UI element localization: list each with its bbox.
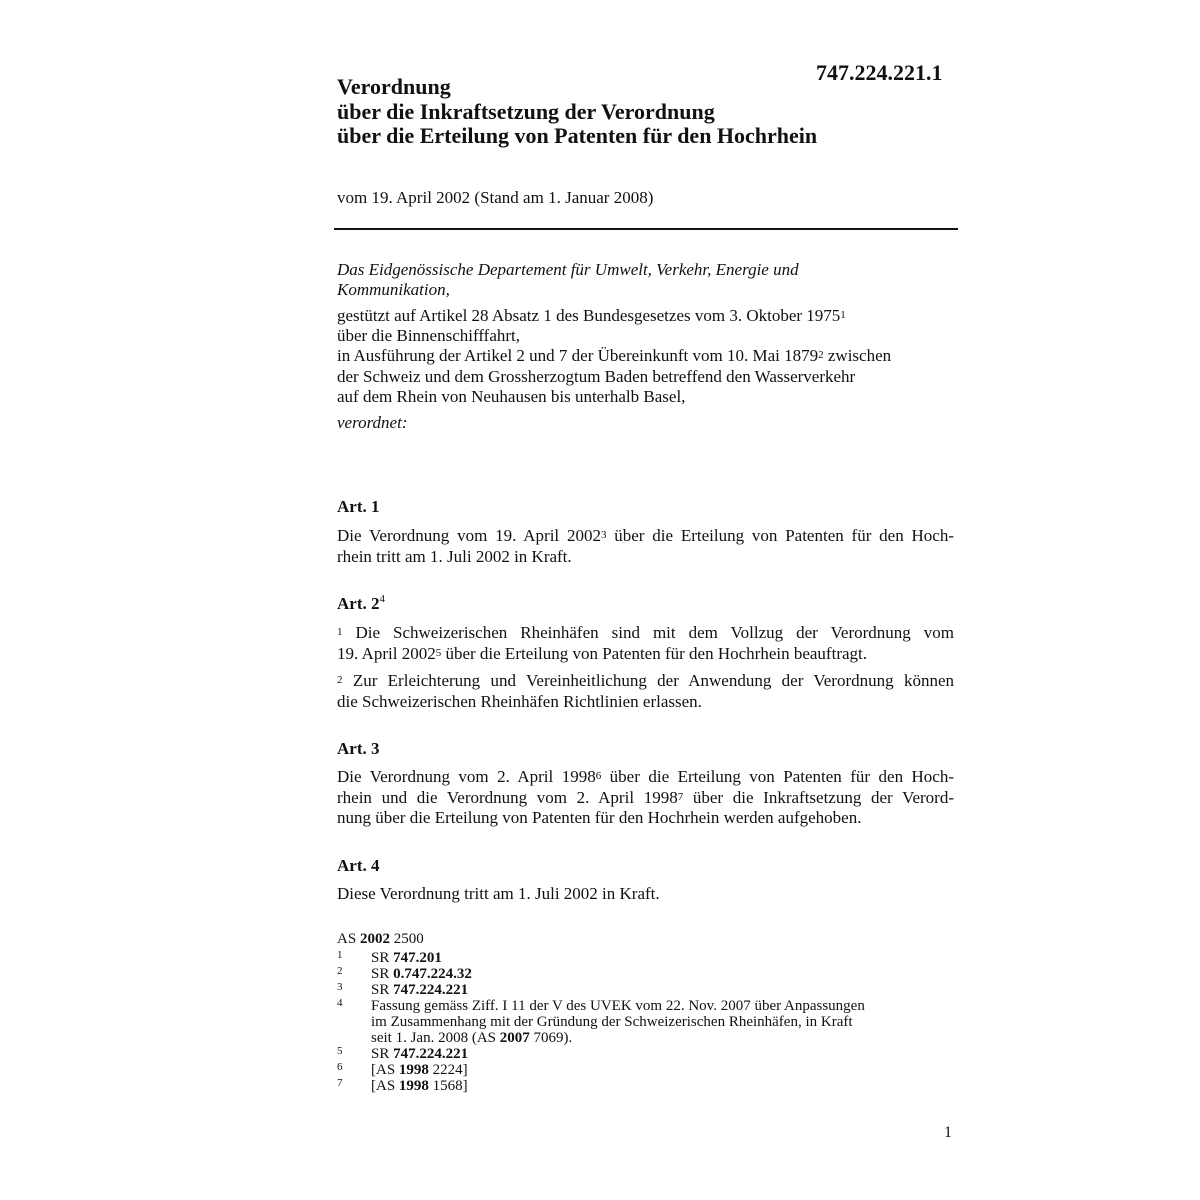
article-3-heading: Art. 3 bbox=[337, 739, 380, 758]
footnote-line-2: im Zusammenhang mit der Gründung der Schweizerischen Rheinhäfen, in Kraft bbox=[371, 1014, 853, 1030]
legal-basis-2-line-3: auf dem Rhein von Neuhausen bis unterhalb Basel, bbox=[337, 387, 686, 406]
article-1-line-1 bbox=[337, 526, 954, 547]
footnote-line-3 bbox=[371, 1031, 572, 1047]
footnote-pre: SR bbox=[371, 1046, 394, 1062]
footnote-number: 6 bbox=[337, 1061, 343, 1073]
footnote-year: 1998 bbox=[398, 1078, 429, 1094]
article-1-heading: Art. 1 bbox=[337, 497, 380, 516]
legal-basis-2-line-1 bbox=[337, 346, 891, 367]
footnote-year: 1998 bbox=[398, 1062, 429, 1078]
title-line-1: Verordnung bbox=[337, 74, 451, 99]
footnote-sr-number: 747.224.221 bbox=[393, 1046, 469, 1062]
authority-line-1: Das Eidgenössische Departement für Umwelt, Verkehr, Energie und bbox=[337, 260, 799, 279]
article-2-paragraph-1 bbox=[337, 623, 954, 664]
footnote-line-3-pre: seit 1. Jan. 2008 (AS bbox=[371, 1030, 500, 1046]
as-prefix: AS bbox=[337, 931, 360, 947]
article-3-line-2 bbox=[337, 788, 954, 809]
article-1-line-2: rhein tritt am 1. Juli 2002 in Kraft. bbox=[337, 546, 572, 566]
article-4-heading: Art. 4 bbox=[337, 856, 380, 875]
article-2-heading bbox=[337, 594, 385, 614]
authority-line-2: Kommunikation, bbox=[337, 280, 450, 299]
footnote-number: 5 bbox=[337, 1045, 343, 1057]
article-2-para-2-line-1 bbox=[337, 671, 954, 692]
footnote-pre: SR bbox=[371, 982, 394, 998]
footnote-post: 1568] bbox=[428, 1078, 468, 1094]
footnote-ref-3[interactable]: 3 bbox=[600, 529, 607, 541]
legal-basis-1-line-2: über die Binnenschifffahrt, bbox=[337, 326, 521, 345]
article-1-line-1-pre: Die Verordnung vom 19. April 2002 bbox=[337, 526, 601, 545]
footnote-text bbox=[371, 983, 468, 999]
footnote-number: 7 bbox=[337, 1077, 343, 1089]
footnote-post: 2224] bbox=[428, 1062, 468, 1078]
title-line-3: über die Erteilung von Patenten für den Hochrhein bbox=[337, 123, 818, 148]
footnote-sr-number: 0.747.224.32 bbox=[393, 966, 472, 982]
footnote-pre: SR bbox=[371, 966, 394, 982]
footnote-text bbox=[371, 951, 442, 967]
legal-basis-2-text-cont: zwischen bbox=[823, 346, 892, 365]
footnote-ref-4[interactable]: 4 bbox=[379, 593, 385, 605]
article-3-line-1-post: über die Erteilung von Patenten für den Hoch- bbox=[601, 767, 955, 786]
footnote-number: 1 bbox=[337, 949, 343, 961]
official-compilation-reference bbox=[337, 931, 424, 948]
decree-word: verordnet: bbox=[337, 413, 408, 432]
article-1-text bbox=[337, 526, 954, 567]
footnote-number: 2 bbox=[337, 965, 343, 977]
paragraph-number-2: 2 bbox=[337, 674, 343, 686]
footnote-sr-number: 747.224.221 bbox=[393, 982, 469, 998]
article-3-text bbox=[337, 767, 954, 829]
legal-basis-1-text: gestützt auf Artikel 28 Absatz 1 des Bundesgesetzes vom 3. Oktober 1975 bbox=[337, 306, 841, 325]
article-2-para-1-line-2-post: über die Erteilung von Patenten für den Hochrhein beauftragt. bbox=[441, 643, 867, 663]
article-2-para-2-line-2: die Schweizerischen Rheinhäfen Richtlinien erlassen. bbox=[337, 691, 702, 711]
footnote-pre: [AS bbox=[371, 1078, 399, 1094]
paragraph-number-1: 1 bbox=[337, 626, 343, 638]
sr-number: 747.224.221.1 bbox=[816, 60, 943, 85]
footnote-line-1: Fassung gemäss Ziff. I 11 der V des UVEK vom 22. Nov. 2007 über Anpassungen bbox=[371, 998, 865, 1014]
article-2-heading-text: Art. 2 bbox=[337, 594, 380, 613]
footnote-pre: [AS bbox=[371, 1062, 399, 1078]
article-2-para-1-line-1 bbox=[337, 623, 954, 644]
footnote-line-3-post: 7069). bbox=[529, 1030, 573, 1046]
footnote-sr-number: 747.201 bbox=[393, 950, 442, 966]
date-line: vom 19. April 2002 (Stand am 1. Januar 2008) bbox=[337, 188, 654, 207]
footnote-ref-6[interactable]: 6 bbox=[595, 770, 602, 782]
footnote-text bbox=[371, 1079, 468, 1095]
footnote-number: 3 bbox=[337, 981, 343, 993]
footnote-text bbox=[371, 967, 472, 983]
article-2-para-1-line-2-pre: 19. April 2002 bbox=[337, 643, 436, 663]
footnote-line-3-year: 2007 bbox=[499, 1030, 530, 1046]
header-divider bbox=[334, 228, 958, 230]
document-title bbox=[337, 75, 817, 149]
article-2-para-1-line-2 bbox=[337, 644, 867, 663]
article-1-line-1-post: über die Erteilung von Patenten für den Hoch- bbox=[606, 526, 955, 545]
footnote-pre: SR bbox=[371, 950, 394, 966]
footnote-ref-1[interactable]: 1 bbox=[840, 309, 846, 321]
article-3-line-2-pre: rhein und die Verordnung vom 2. April 1998 bbox=[337, 787, 678, 807]
legal-basis-2-line-2: der Schweiz und dem Grossherzogtum Baden betreffend den Wasserverkehr bbox=[337, 367, 856, 386]
article-3-line-3: nung über die Erteilung von Patenten für den Hochrhein werden aufgehoben. bbox=[337, 808, 862, 827]
title-line-2: über die Inkraftsetzung der Verordnung bbox=[337, 98, 715, 124]
footnote-ref-5[interactable]: 5 bbox=[435, 646, 442, 659]
footnote-ref-7[interactable]: 7 bbox=[677, 790, 684, 803]
legal-basis-1-line-1 bbox=[337, 306, 846, 327]
article-2-para-2-line-1-text: Zur Erleichterung und Vereinheitlichung der Anwendung der Verordnung können bbox=[342, 671, 954, 690]
article-2-para-1-line-1-text: Die Schweizerischen Rheinhäfen sind mit dem Vollzug der Verordnung vom bbox=[342, 623, 954, 642]
footnote-text bbox=[371, 1047, 468, 1063]
footnote-text bbox=[371, 1063, 468, 1079]
article-3-line-1 bbox=[337, 767, 954, 788]
legal-basis-2-text: in Ausführung der Artikel 2 und 7 der Übereinkunft vom 10. Mai 1879 bbox=[337, 346, 819, 365]
article-3-line-1-pre: Die Verordnung vom 2. April 1998 bbox=[337, 767, 596, 786]
footnote-ref-2[interactable]: 2 bbox=[818, 349, 824, 361]
footnote-number: 4 bbox=[337, 997, 343, 1009]
as-page: 2500 bbox=[389, 931, 424, 947]
article-2-paragraph-2 bbox=[337, 671, 954, 712]
as-year: 2002 bbox=[359, 931, 390, 947]
page-number: 1 bbox=[944, 1124, 952, 1141]
article-4-text: Diese Verordnung tritt am 1. Juli 2002 in Kraft. bbox=[337, 884, 660, 903]
article-3-line-2-post: über die Inkraftsetzung der Verord- bbox=[683, 787, 954, 807]
